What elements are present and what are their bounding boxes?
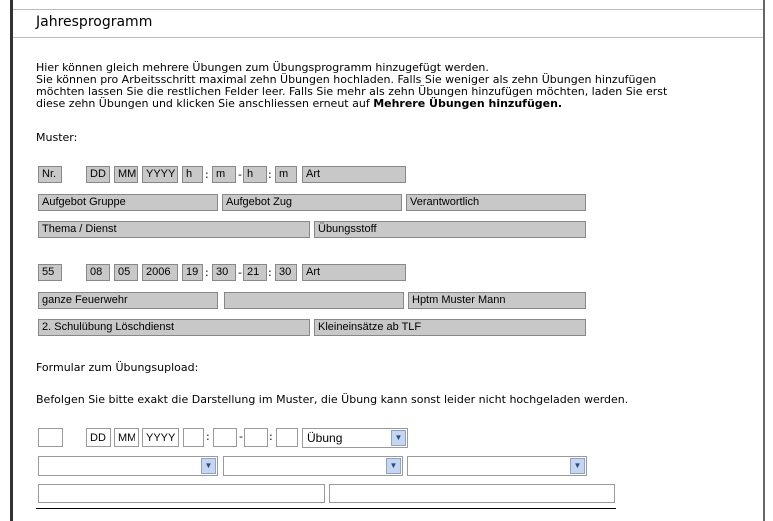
intro-link-text: Mehrere Übungen hinzufügen. xyxy=(373,97,563,110)
example-minute-end: 30 xyxy=(275,264,297,281)
upload-label: Formular zum Übungsupload: xyxy=(36,361,199,374)
end-minute-input[interactable] xyxy=(276,428,298,447)
day-input[interactable] xyxy=(86,428,111,447)
example-nr: 55 xyxy=(38,264,62,281)
intro-line-3: möchten lassen Sie die restlichen Felder leer. Falls Sie mehr als zehn Übungen hinzufügen möchten, laden Sie erst xyxy=(36,85,668,98)
template-month: MM xyxy=(114,166,138,183)
example-art: Art xyxy=(302,264,406,281)
template-art: Art xyxy=(302,166,406,183)
verantwortlich-select[interactable] xyxy=(407,456,587,476)
example-hour-start: 19 xyxy=(182,264,203,281)
chevron-down-icon[interactable]: ▼ xyxy=(201,458,216,474)
gruppe-select[interactable] xyxy=(38,456,218,476)
page-title: Jahresprogramm xyxy=(36,14,153,30)
template-day: DD xyxy=(86,166,110,183)
example-thema: 2. Schulübung Löschdienst xyxy=(38,319,310,336)
end-hour-input[interactable] xyxy=(244,428,268,447)
template-minute-end: m xyxy=(275,166,297,183)
instruction-text: Befolgen Sie bitte exakt die Darstellung im Muster, die Übung kann sonst leider nicht hochgeladen werden. xyxy=(36,393,629,406)
dash-separator: - xyxy=(239,430,243,443)
colon-separator: : xyxy=(269,430,273,443)
intro-line-1: Hier können gleich mehrere Übungen zum Übungsprogramm hinzugefügt werden. xyxy=(36,61,489,74)
art-select[interactable] xyxy=(302,428,408,448)
template-thema: Thema / Dienst xyxy=(38,221,310,238)
example-hour-end: 21 xyxy=(243,264,267,281)
intro-line-4-text: diese zehn Übungen und klicken Sie anschliessen erneut auf xyxy=(36,97,374,110)
template-verantwortlich: Verantwortlich xyxy=(406,194,586,211)
colon-separator: : xyxy=(206,430,210,443)
zug-select[interactable] xyxy=(223,456,403,476)
start-minute-input[interactable] xyxy=(213,428,237,447)
year-input[interactable] xyxy=(142,428,179,447)
example-year: 2006 xyxy=(142,264,178,281)
example-stoff: Kleineinsätze ab TLF xyxy=(314,319,586,336)
template-gruppe: Aufgebot Gruppe xyxy=(38,194,218,211)
nr-input[interactable] xyxy=(38,428,63,447)
intro-line-2: Sie können pro Arbeitsschritt maximal zehn Übungen hochladen. Falls Sie weniger als zehn Übungen hinzufügen xyxy=(36,73,657,86)
example-gruppe: ganze Feuerwehr xyxy=(38,292,218,309)
template-stoff: Übungsstoff xyxy=(314,221,586,238)
template-year: YYYY xyxy=(142,166,178,183)
template-hour-start: h xyxy=(182,166,203,183)
thema-input[interactable] xyxy=(38,484,325,503)
frame-right-border xyxy=(763,0,765,521)
dash-separator: - xyxy=(238,266,242,279)
template-minute-start: m xyxy=(212,166,236,183)
colon-separator: : xyxy=(268,168,272,181)
template-zug: Aufgebot Zug xyxy=(222,194,402,211)
example-verantwortlich: Hptm Muster Mann xyxy=(408,292,586,309)
chevron-down-icon[interactable]: ▼ xyxy=(570,458,585,474)
colon-separator: : xyxy=(205,266,209,279)
colon-separator: : xyxy=(268,266,272,279)
example-day: 08 xyxy=(86,264,110,281)
colon-separator: : xyxy=(205,168,209,181)
divider xyxy=(36,508,616,509)
stoff-input[interactable] xyxy=(329,484,615,503)
month-input[interactable] xyxy=(114,428,139,447)
chevron-down-icon[interactable]: ▼ xyxy=(391,430,406,446)
art-select-value: Übung xyxy=(307,431,343,445)
frame-left-border xyxy=(10,0,13,521)
chevron-down-icon[interactable]: ▼ xyxy=(386,458,401,474)
intro-line-4 xyxy=(36,97,562,110)
example-month: 05 xyxy=(114,264,138,281)
example-minute-start: 30 xyxy=(212,264,236,281)
template-hour-end: h xyxy=(243,166,267,183)
template-nr: Nr. xyxy=(38,166,62,183)
dash-separator: - xyxy=(238,168,242,181)
muster-label: Muster: xyxy=(36,131,78,144)
example-zug xyxy=(224,292,404,309)
start-hour-input[interactable] xyxy=(183,428,204,447)
